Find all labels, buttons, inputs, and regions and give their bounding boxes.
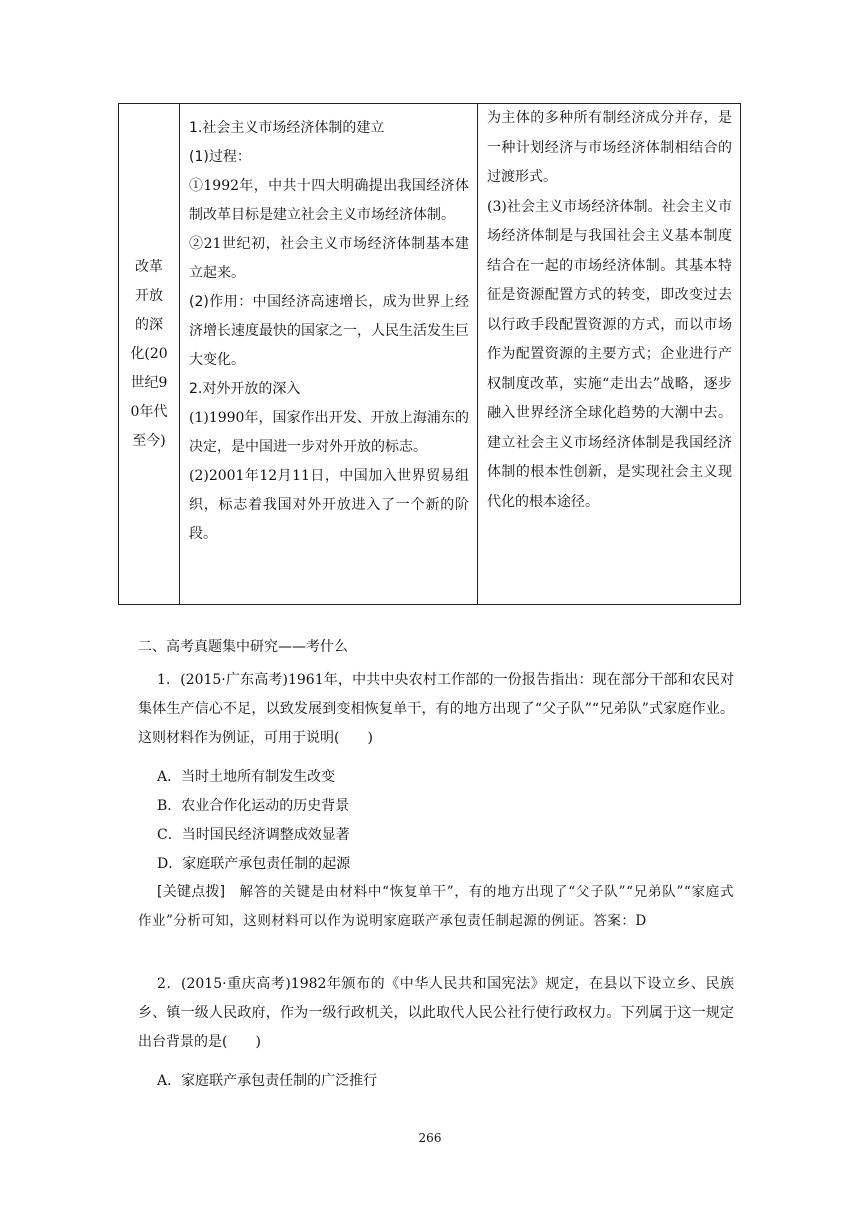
explanation-para-1: 为主体的多种所有制经济成分并存，是一种计划经济与市场经济体制相结合的过渡形式。 bbox=[487, 110, 732, 185]
key-point-label: [关键点拨] bbox=[157, 884, 226, 900]
q1-option-a: A．当时土地所有制发生改变 bbox=[157, 769, 336, 785]
explanation-para-2: (3)社会主义市场经济体制。社会主义市场经济体制是与我国社会主义基本制度结合在一起的市场经济体制。其基本特征是资源配置方式的转变，即改变过去以行政手段配置资源的方式，而以市场作为配置资源的主要方式；企业进行产权制度改革，实施“走出去”战略，逐步融入世界经济全球化趋势的大潮中去。建立社会主义市场经济体制是我国经济体制的根本性创新，是实现社会主义现代化的根本途径。 bbox=[487, 198, 732, 510]
heading-opening-up: 2.对外开放的深入 bbox=[189, 381, 301, 397]
q1-text: )1961年，中共中央农村工作部的一份报告指出：现在部分干部和农民对集体生产信心不足，以致发展到变相恢复单干，有的地方出现了“父子队”“兄弟队”式家庭作业。这则材料作为例证，可用于说明( ) bbox=[138, 672, 735, 746]
period-cell bbox=[119, 104, 180, 604]
explanation-cell bbox=[478, 104, 740, 604]
q1-option-c: C．当时国民经济调整成效显著 bbox=[157, 827, 350, 843]
q1-key-point bbox=[138, 878, 734, 936]
q1-option-b: B．农业合作化运动的历史背景 bbox=[157, 798, 350, 814]
q2-option-a: A．家庭联产承包责任制的广泛推行 bbox=[157, 1073, 378, 1089]
opening-item-1: (1)1990年，国家作出开发、开放上海浦东的决定，是中国进一步对外开放的标志。 bbox=[189, 410, 469, 455]
period-label: 改革开放的深化(20世纪90年代至今) bbox=[130, 258, 168, 449]
page-number: 266 bbox=[418, 1131, 442, 1145]
opening-item-2: (2)2001年12月11日，中国加入世界贸易组织，标志着我国对外开放进入了一个新的阶段。 bbox=[189, 468, 469, 542]
key-point-text: 解答的关键是由材料中“恢复单干”，有的地方出现了“父子队”“兄弟队”“家庭式作业”分析可知，这则材料可以作为说明家庭联产承包责任制起源的例证。答案：D bbox=[138, 884, 734, 929]
subheading-process: (1)过程： bbox=[189, 149, 251, 165]
question-2 bbox=[138, 970, 734, 1057]
content-cell bbox=[180, 104, 478, 604]
q1-source: 广东高考 bbox=[225, 672, 283, 688]
heading-market-economy: 1.社会主义市场经济体制的建立 bbox=[189, 120, 385, 136]
q1-number: 1．(2015· bbox=[157, 672, 226, 688]
q2-number: 2．(2015· bbox=[157, 976, 227, 992]
section-title: 二、高考真题集中研究——考什么 bbox=[138, 639, 348, 655]
q2-text: )1982年颁布的《中华人民共和国宪法》规定，在县以下设立乡、民族乡、镇一级人民政府，作为一级行政机关，以此取代人民公社行使行政权力。下列属于这一规定出台背景的是( ) bbox=[138, 976, 734, 1050]
q1-option-d: D．家庭联产承包责任制的起源 bbox=[157, 856, 351, 872]
effect-text: 中国经济高速增长，成为世界上经济增长速度最快的国家之一，人民生活发生巨大变化。 bbox=[189, 294, 469, 368]
history-table bbox=[118, 103, 741, 605]
process-item-1: ①1992年，中共十四大明确提出我国经济体制改革目标是建立社会主义市场经济体制。 bbox=[189, 178, 469, 223]
effect-paragraph bbox=[189, 288, 469, 375]
question-1 bbox=[138, 666, 734, 753]
process-item-2: ②21世纪初，社会主义市场经济体制基本建立起来。 bbox=[189, 236, 469, 281]
q2-source: 重庆高考 bbox=[226, 976, 286, 992]
effect-label: (2)作用： bbox=[189, 294, 253, 310]
